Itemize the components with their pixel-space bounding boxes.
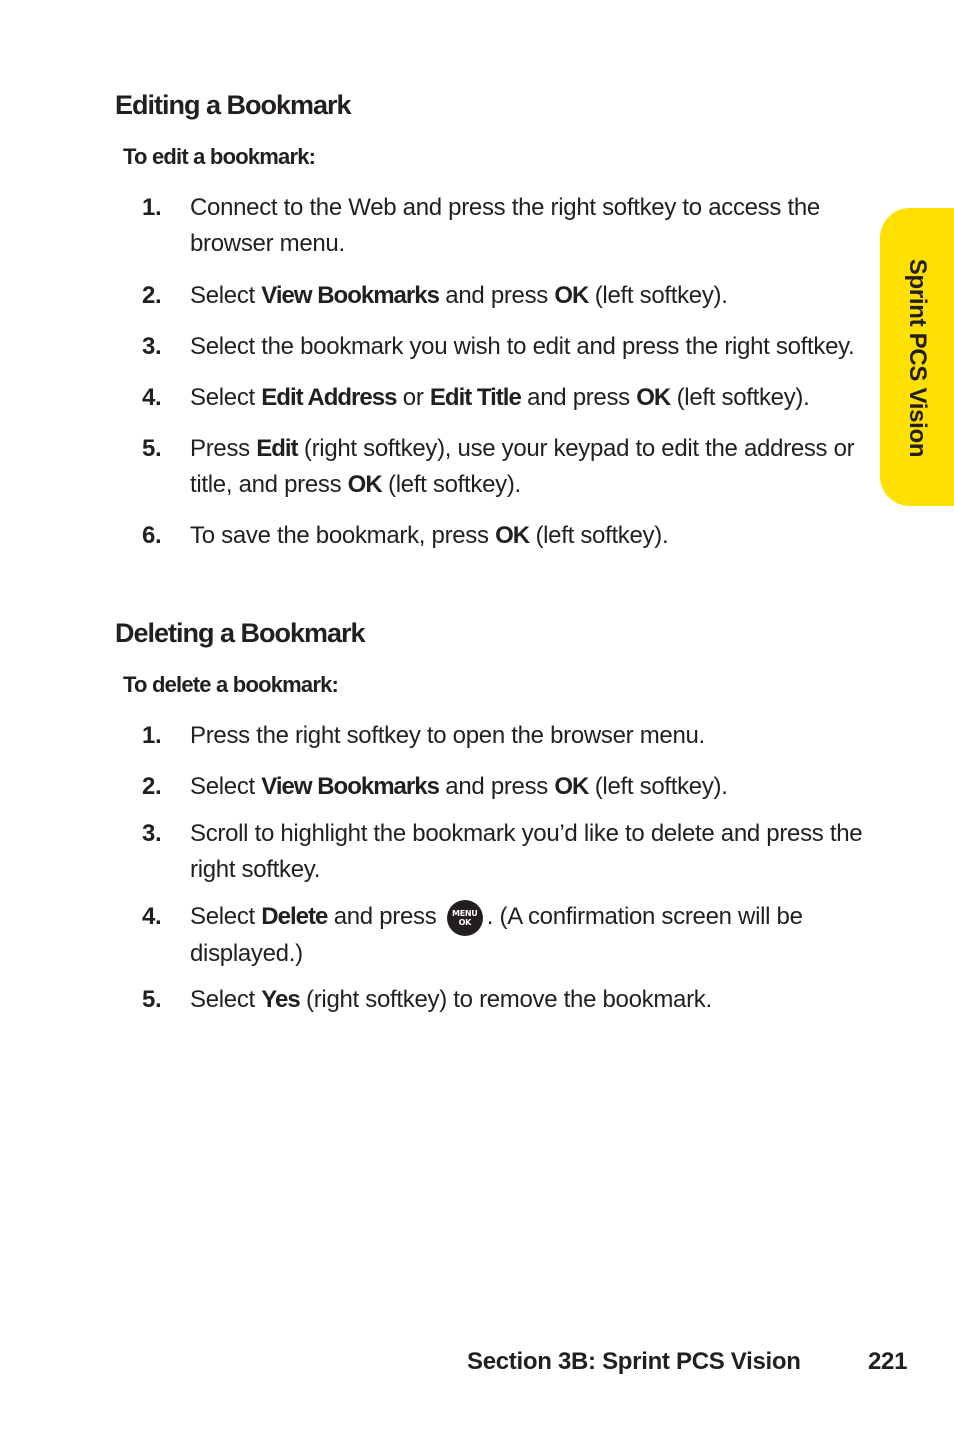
deleting-heading: Deleting a Bookmark — [115, 618, 365, 648]
editing-step-3: 3. Select the bookmark you wish to edit and press the right softkey. — [142, 333, 855, 360]
deleting-step-3: 3. Scroll to highlight the bookmark you’d like to delete and press the right softkey. — [142, 820, 863, 883]
editing-section — [115, 89, 875, 554]
deleting-subheading: To delete a bookmark: — [123, 672, 339, 697]
menu-ok-key-icon: MENU OK — [447, 900, 483, 936]
deleting-step-2: 2. Select View Bookmarks and press OK (left softkey). — [142, 773, 728, 800]
page-footer — [0, 1348, 954, 1384]
editing-steps — [115, 190, 875, 554]
editing-subheading: To edit a bookmark: — [123, 144, 316, 169]
deleting-step-1: 1. Press the right softkey to open the browser menu. — [142, 722, 705, 749]
editing-step-1: 1. Connect to the Web and press the right softkey to access the browser menu. — [142, 194, 820, 257]
deleting-steps — [115, 718, 875, 1018]
deleting-section — [115, 617, 875, 1018]
editing-step-6: 6. To save the bookmark, press OK (left softkey). — [142, 522, 669, 549]
editing-step-4: 4. Select Edit Address or Edit Title and press OK (left softkey). — [142, 384, 810, 411]
side-tab-label: Sprint PCS Vision — [904, 258, 931, 458]
deleting-step-4: 4. Select Delete and press MENU OK . (A confirmation screen will be displayed.) — [115, 899, 875, 972]
editing-step-2: 2. Select View Bookmarks and press OK (left softkey). — [142, 282, 728, 309]
editing-step-5: 5. Press Edit (right softkey), use your keypad to edit the address or title, and press OK (left softkey). — [142, 435, 855, 498]
page-number: 221 — [868, 1348, 908, 1375]
editing-heading: Editing a Bookmark — [115, 90, 351, 120]
deleting-step-5: 5. Select Yes (right softkey) to remove the bookmark. — [142, 985, 712, 1013]
footer-section-title: Section 3B: Sprint PCS Vision — [467, 1348, 801, 1375]
